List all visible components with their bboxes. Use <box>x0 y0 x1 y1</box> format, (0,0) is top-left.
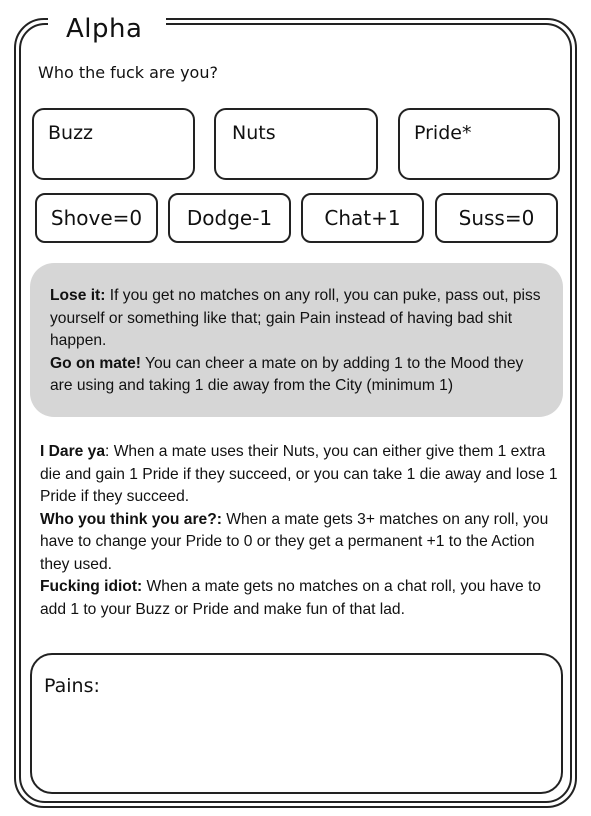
action-box-shove[interactable]: Shove=0 <box>35 193 158 243</box>
pains-box[interactable] <box>30 653 563 794</box>
rule-fucking-idiot <box>40 576 560 621</box>
stat-label-pride: Pride* <box>414 122 472 144</box>
dare-rules <box>40 441 560 621</box>
action-box-suss[interactable]: Suss=0 <box>435 193 558 243</box>
rule-name: Lose it: <box>50 287 106 304</box>
stat-box-pride[interactable] <box>398 108 560 180</box>
action-box-dodge[interactable]: Dodge-1 <box>168 193 291 243</box>
stat-box-nuts[interactable] <box>214 108 378 180</box>
page-title: Alpha <box>66 14 143 44</box>
rule-text: When a mate gets no matches on a chat roll, you have to add 1 to your Buzz or Pride and make fun of that lad. <box>40 578 541 618</box>
rule-name: Fucking idiot: <box>40 578 143 595</box>
rules-panel <box>30 263 563 417</box>
rule-name: I Dare ya <box>40 443 106 460</box>
rule-text: If you get no matches on any roll, you can puke, pass out, piss yourself or something like that; gain Pain instead of having bad shit happen. <box>50 287 541 349</box>
rule-who-you-think-you-are <box>40 509 560 577</box>
rule-text: You can cheer a mate on by adding 1 to the Mood they are using and taking 1 die away from the City (minimum 1) <box>50 354 524 394</box>
stat-label-buzz: Buzz <box>48 122 94 144</box>
action-box-chat[interactable]: Chat+1 <box>301 193 424 243</box>
rule-name: Go on mate! <box>50 354 141 372</box>
rule-name: Who you think you are?: <box>40 510 222 528</box>
stat-box-buzz[interactable] <box>32 108 195 180</box>
rule-text: : When a mate uses their Nuts, you can either give them 1 extra die and gain 1 Pride if they succeed, or you can take 1 die away and lose 1 Pride if they succeed. <box>40 443 558 505</box>
pains-label: Pains: <box>44 675 100 697</box>
rule-go-on-mate <box>50 353 543 398</box>
rule-lose-it <box>50 285 543 353</box>
stat-label-nuts: Nuts <box>232 122 276 144</box>
rule-text: When a mate gets 3+ matches on any roll, you have to change your Pride to 0 or they get a permanent +1 to the Action they used. <box>40 510 549 573</box>
rule-i-dare-ya <box>40 441 560 509</box>
question-text: Who the fuck are you? <box>38 63 218 82</box>
